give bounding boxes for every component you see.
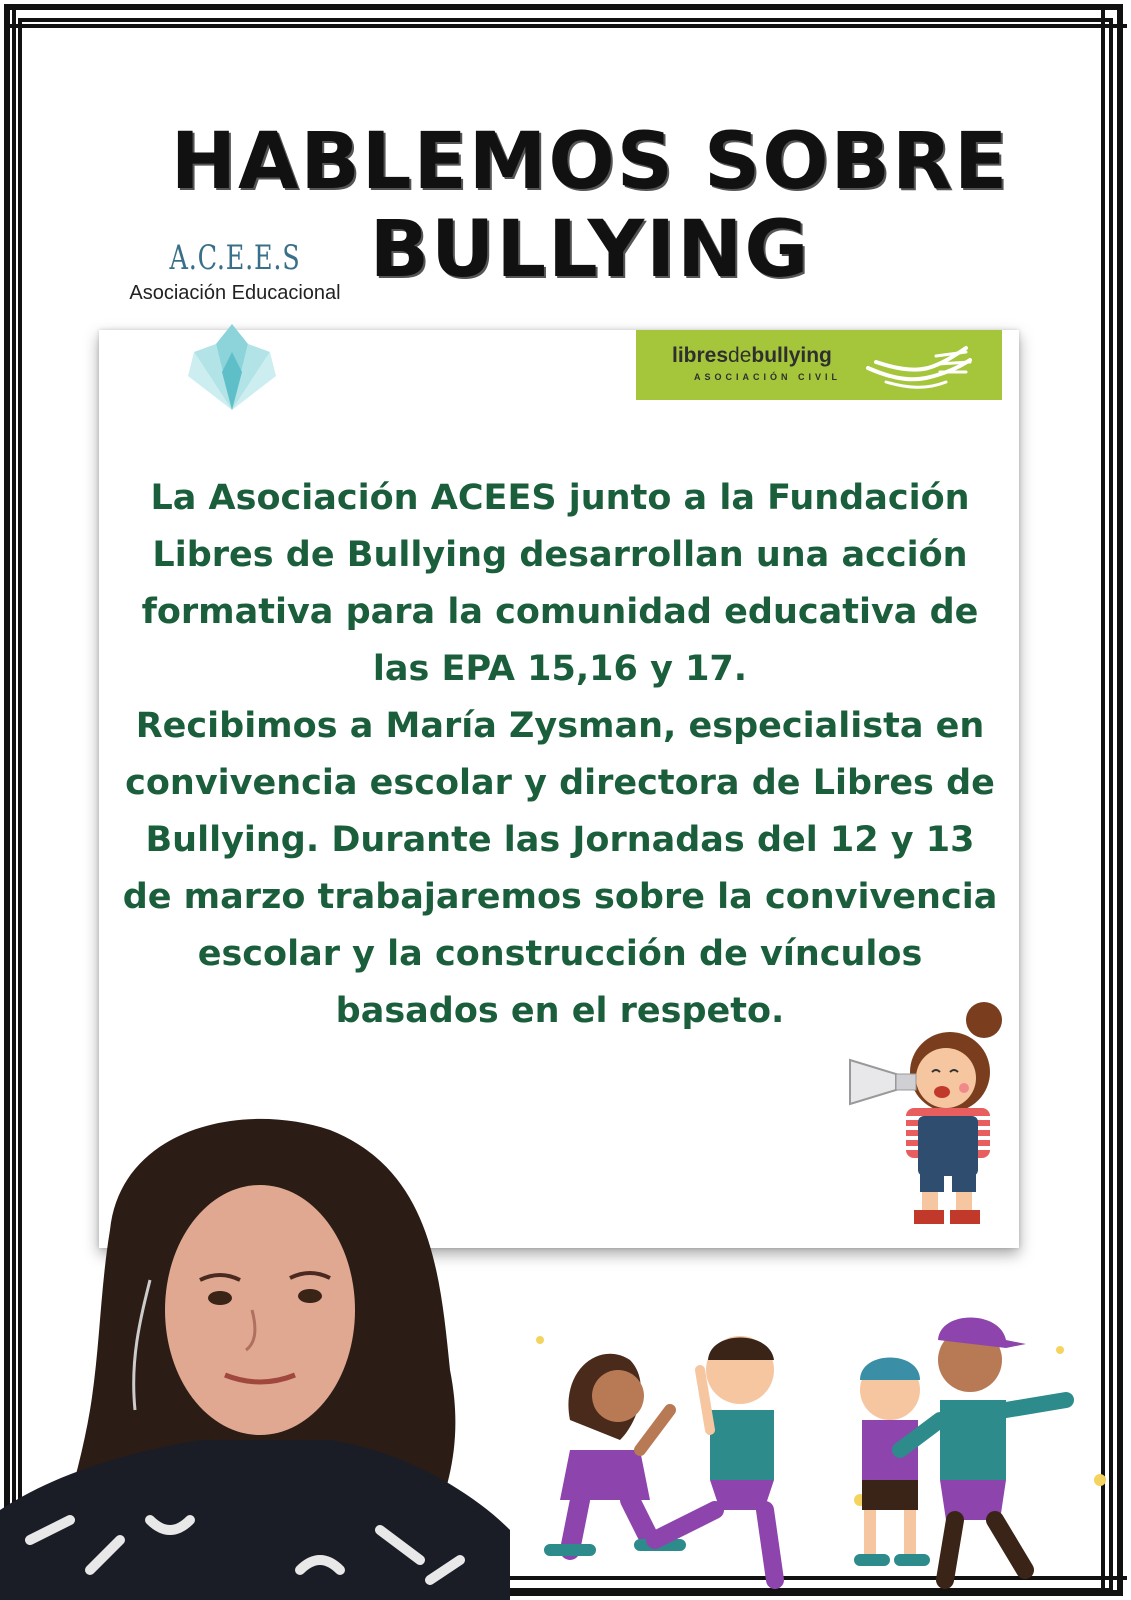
acees-logo-name: A.C.E.E.S — [169, 238, 301, 278]
border-line-top — [4, 24, 1127, 28]
megaphone-kid-illustration — [846, 1000, 1016, 1240]
body-line: las EPA 15,16 y 17. — [372, 649, 748, 689]
body-line: basados en el respeto. — [335, 991, 785, 1031]
body-paragraph — [110, 470, 1010, 1040]
page-title-line-1: HABLEMOS SOBRE — [170, 117, 1010, 207]
body-line: escolar y la construcción de vínculos — [197, 934, 923, 974]
bullying-kids-illustration — [500, 1300, 1131, 1600]
body-line: de marzo trabajaremos sobre la convivencia — [122, 877, 998, 917]
hand-icon — [866, 338, 974, 392]
libres-de-bullying-logo — [636, 330, 1002, 400]
page-title-line-2: BULLYING — [369, 205, 811, 295]
body-line: La Asociación ACEES junto a la Fundación — [150, 478, 970, 518]
acees-logo-subtitle: Asociación Educacional — [129, 282, 341, 304]
body-line: Bullying. Durante las Jornadas del 12 y 13 — [145, 820, 975, 860]
body-line: Recibimos a María Zysman, especialista en — [135, 706, 985, 746]
body-line: convivencia escolar y directora de Libres de — [125, 763, 995, 803]
body-line: Libres de Bullying desarrollan una acción — [152, 535, 968, 575]
speaker-photo — [0, 1110, 520, 1600]
lotus-icon — [186, 322, 278, 414]
libres-logo-name: libresdebullying — [672, 344, 832, 367]
body-line: formativa para la comunidad educativa de — [141, 592, 979, 632]
libres-logo-subtitle: ASOCIACIÓN CIVIL — [694, 372, 842, 382]
acees-logo — [110, 238, 360, 305]
